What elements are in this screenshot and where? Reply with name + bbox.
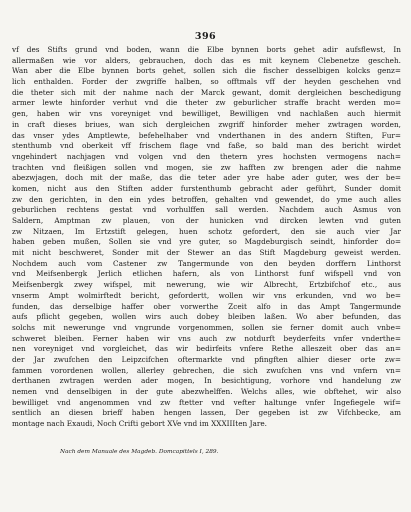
- text-line: vngehindert nachjagen vnd volgen vnd den thetern yres hochsten vermogens nach=: [12, 151, 401, 161]
- text-line: solchs mit newerunge vnd vngrunde vorgenommen, sollen sie ferner domit auch vnbe=: [12, 322, 401, 332]
- text-line: komen, nicht aus den Stiften adder furstenthumb gebracht ader geführt, Sunder domit: [12, 183, 401, 193]
- text-line: stenthumb vnd oberkeit vff frischem flage vnd faße, so bald man des bericht wirdet: [12, 141, 401, 151]
- text-line: sentlich an diesen brieff haben hengen lassen, Der gegeben ist zw Vifchbecke, am: [12, 408, 401, 418]
- source-footnote: Nach dem Manuale des Magdeb. Domcapittels I, 289.: [60, 449, 219, 455]
- text-line: fammen vorordenen wollen, allerley gebrechen, die sich zwufchen vns vnd vnfern vn=: [12, 365, 401, 375]
- body-text: [12, 45, 401, 430]
- text-line: zw den gerichten, in den ein ydes betroffen, gehalten vnd gewendet, do yme auch alles: [12, 194, 401, 204]
- text-line: aufs pflicht gegeben, wollen wirs auch dobey bleiben laßen. Wo aber befunden, das: [12, 312, 401, 322]
- text-line: gen, haben wir vns voreyniget vnd bewilliget, Bewilligen vnd nachlaßen auch hiermit: [12, 109, 401, 119]
- text-line: vnd Meifsenbergk Jerlich etlichen hafern, als von Linthorst funf wifspell vnd von: [12, 269, 401, 279]
- text-line: trachten vnd fleißigen sollen vnd mogen, sie zw hafften zw brengen ader die nahme: [12, 162, 401, 172]
- page-number: 396: [194, 31, 217, 42]
- text-line: das vnser ydes Amptlewte, befehelhaber vnd vnderthanen in des andern Stiften, Fur=: [12, 130, 401, 140]
- text-line: in craft dieses briues, wan sich dergleichen zwgriff hinforder meher zwtragen worden,: [12, 119, 401, 129]
- text-line: Saldern, Amptman zw plauen, von der hunicken vnd dircken lewten vnd guten: [12, 216, 401, 225]
- text-line: der Jar zwufchen den Leipzcifchen oftermarkte vnd pfingften alhier dieser orte zw=: [12, 354, 401, 364]
- text-line: die theter sich mit der nahme nach der Marck gewant, domit dergleichen beschedigung: [12, 87, 401, 97]
- text-line: nen voreyniget vnd vorgleichet, das wir bedirfeits vnfere Rethe alleszeit ober das an=: [12, 344, 401, 354]
- text-line: Nochdem auch vom Castener zw Tangermunde von den beyden dorffern Linthorst: [12, 258, 401, 268]
- text-line: nemen vnd denselbigen in der gute abezwhelffen. Welchs alles, wie obftehet, wir also: [12, 387, 401, 396]
- text-line: lich enthalden. Forder der zwgriffe halben, so offtmals vff der heyden geschehen vnd: [12, 77, 401, 87]
- text-line: haben geben mußen, Sollen sie vnd yre guter, so Magdeburgisch seindt, hinforder do=: [12, 237, 401, 247]
- text-line: vf des Stifts grund vnd boden, wann die Elbe bynnen borts gehet adir aufsflewst, In: [12, 45, 401, 54]
- text-line: bewilliget vnd angenommen vnd zw ftetter vnd vefter haltunge vnfer Ingefiegele wif=: [12, 397, 401, 407]
- text-line: Wan aber die Elbe bynnen borts gehet, sollen sich die fischer desselbigen kolcks genz=: [12, 66, 401, 76]
- text-line: derthanen zwtragen werden ader mogen, In besichtigung, vorhore vnd handelung zw: [12, 376, 401, 386]
- text-line: funden, das derselbige haffer ober vorwerthe Zceit alfo in das Ampt Tangermunde: [12, 301, 401, 311]
- text-line: montage nach Exaudi, Noch Crifti gebort XVe vnd im XXXIIIten Jare.: [12, 419, 267, 429]
- text-line: armer lewte hinforder verhut vnd die theter zw geburlicher straffe bracht werden mo=: [12, 98, 401, 108]
- text-line: Meifsenbergk zwey wifspel, mit newerung, wie wir Albrecht, Ertzbifchof etc., aus: [12, 280, 401, 290]
- text-line: geburlichen rechtens gestat vnd vorhulffen sall werden. Nachdem auch Asmus von: [12, 205, 401, 215]
- text-line: zw Nitzaen, Im Ertzstift gelegen, huen schotz gefordert, den sie auch vier Jar: [12, 226, 401, 236]
- text-line: mit nicht beschweret, Sonder mit der Stewer an das Stift Magdeburg geweist werden.: [12, 248, 401, 258]
- text-line: vnserm Ampt wolmirftedt bericht, gefordertt, wollen wir vns erkunden, vnd wo be=: [12, 290, 401, 300]
- text-line: schweret bleiben. Ferner haben wir vns auch zw notdurft beyderfeits vnfer vnderthe=: [12, 333, 401, 343]
- text-line: allermaßen wie vor alders, gebrauchen, doch das es mit keynem Clebenetze gescheh.: [12, 55, 401, 65]
- text-line: abezwjagen, doch mit der maße, das die teter ader yre habe ader guter, wes der be=: [12, 173, 401, 183]
